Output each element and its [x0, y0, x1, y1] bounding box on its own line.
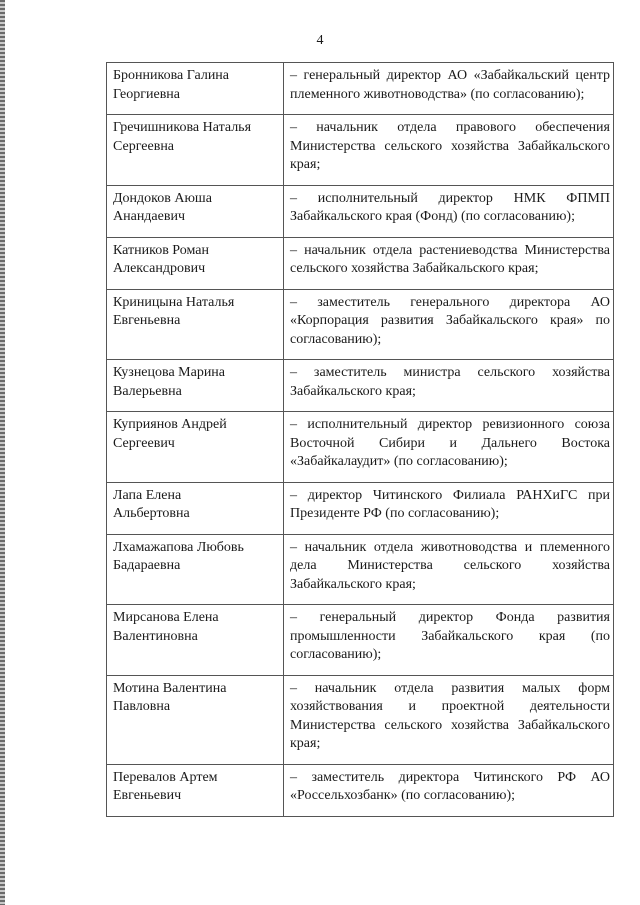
member-name-cell: [107, 764, 284, 816]
table-row: [107, 289, 614, 360]
table-row: [107, 237, 614, 289]
member-role: – генеральный директор АО «Забайкальский центр племенного животноводства» (по согласованию);: [284, 63, 614, 115]
member-patronymic: Евгеньевна: [113, 313, 181, 328]
members-table: [106, 62, 614, 817]
member-surname-name: Бронникова Галина: [113, 68, 230, 83]
member-name-cell: [107, 605, 284, 676]
member-patronymic: Александрович: [113, 261, 206, 276]
member-name-cell: [107, 63, 284, 115]
member-patronymic: Георгиевна: [113, 86, 181, 102]
member-surname-name: Дондоков Аюша: [113, 190, 212, 206]
member-surname-name: Катников Роман: [113, 242, 209, 258]
member-surname-name: Лапа Елена: [113, 487, 182, 503]
member-name-cell: [107, 412, 284, 483]
member-role: – начальник отдела растениеводства Министерства сельского хозяйства Забайкальского края;: [284, 237, 614, 289]
table-row: [107, 412, 614, 483]
member-patronymic: Сергеевна: [113, 138, 175, 154]
member-name-cell: [107, 185, 284, 237]
member-patronymic: Сергеевич: [113, 435, 175, 451]
member-role: – исполнительный директор НМК ФПМП Забайкальского края (Фонд) (по согласованию);: [284, 185, 614, 237]
table-row: [107, 63, 614, 115]
page-number: 4: [316, 33, 324, 48]
table-row: [107, 185, 614, 237]
member-role: – директор Читинского Филиала РАНХиГС при Президенте РФ (по согласованию);: [284, 482, 614, 534]
member-patronymic: Бадараевна: [113, 558, 181, 573]
member-surname-name: Перевалов Артем: [113, 769, 218, 785]
member-patronymic: Альбертовна: [113, 506, 190, 521]
member-name-cell: [107, 237, 284, 289]
table-row: [107, 534, 614, 605]
member-patronymic: Павловна: [113, 699, 171, 714]
member-surname-name: Мирсанова Елена: [113, 610, 219, 625]
member-patronymic: Евгеньевич: [113, 788, 182, 803]
member-name-cell: [107, 482, 284, 534]
member-name-cell: [107, 289, 284, 360]
member-patronymic: Валентиновна: [113, 628, 198, 644]
member-name-cell: [107, 360, 284, 412]
table-row: [107, 764, 614, 816]
scan-edge: [0, 0, 5, 905]
member-role: – заместитель министра сельского хозяйства Забайкальского края;: [284, 360, 614, 412]
member-surname-name: Мотина Валентина: [113, 680, 227, 696]
member-role: – начальник отдела животноводства и племенного дела Министерства сельского хозяйства Забайкальского края;: [284, 534, 614, 605]
member-role: – заместитель директора Читинского РФ АО «Россельхозбанк» (по согласованию);: [284, 764, 614, 816]
member-surname-name: Криницына Наталья: [113, 294, 235, 310]
member-role: – начальник отдела правового обеспечения Министерства сельского хозяйства Забайкальского края;: [284, 115, 614, 186]
table-row: [107, 482, 614, 534]
member-name-cell: [107, 115, 284, 186]
member-surname-name: Кузнецова Марина: [113, 365, 226, 380]
table-row: [107, 360, 614, 412]
table-row: [107, 115, 614, 186]
member-role: – начальник отдела развития малых форм хозяйствования и проектной деятельности Министерства сельского хозяйства Забайкальского края;: [284, 675, 614, 764]
member-surname-name: Лхамажапова Любовь: [113, 539, 244, 555]
member-role: – заместитель генерального директора АО «Корпорация развития Забайкальского края» по согласованию);: [284, 289, 614, 360]
member-role: – исполнительный директор ревизионного союза Восточной Сибири и Дальнего Востока «Забайкалаудит» (по согласованию);: [284, 412, 614, 483]
member-patronymic: Валерьевна: [113, 383, 182, 399]
table-row: [107, 675, 614, 764]
member-name-cell: [107, 534, 284, 605]
member-name-cell: [107, 675, 284, 764]
member-surname-name: Куприянов Андрей: [113, 417, 227, 432]
member-surname-name: Гречишникова Наталья: [113, 120, 252, 135]
member-patronymic: Анандаевич: [113, 209, 186, 224]
member-role: – генеральный директор Фонда развития промышленности Забайкальского края (по согласованию);: [284, 605, 614, 676]
table-row: [107, 605, 614, 676]
